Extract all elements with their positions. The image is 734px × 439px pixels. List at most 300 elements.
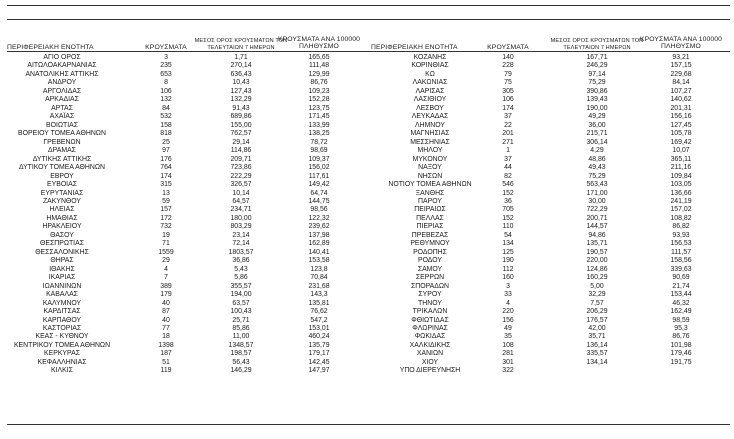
per100k-value: 460,24 [308,333,330,341]
table-row [371,350,730,358]
region-name: ΙΩΑΝΝΙΝΩΝ [42,282,82,290]
case-count: 281 [502,350,514,358]
avg7-value: 11,00 [232,333,250,341]
table-row [7,367,365,375]
header-region: ΠΕΡΙΦΕΡΕΙΑΚΗ ΕΝΟΤΗΤΑ [7,44,94,51]
avg7-value: 1348,57 [228,341,254,349]
case-count: 546 [502,181,514,189]
per100k-value: 98,69 [310,147,328,155]
table-row [371,308,730,316]
covid-cases-table [7,5,730,435]
case-count: 532 [160,113,172,121]
case-count: 1398 [158,341,174,349]
case-count: 705 [502,206,514,214]
avg7-value: 56,43 [232,358,250,366]
case-count: 97 [162,147,170,155]
table-row [7,206,365,214]
avg7-value: 5,00 [590,282,604,290]
case-count: 59 [162,197,170,205]
region-name: ΧΑΝΙΩΝ [416,350,444,358]
region-name: ΘΕΣΣΑΛΟΝΙΚΗΣ [35,248,89,256]
case-count: 77 [162,325,170,332]
per100k-value: 86,76 [672,333,690,341]
table-row [7,317,365,325]
region-name: ΑΝΑΤΟΛΙΚΗΣ ΑΤΤΙΚΗΣ [25,70,99,78]
region-name: ΔΡΑΜΑΣ [48,147,76,155]
case-count: 818 [160,130,172,138]
case-count: 37 [504,155,512,163]
region-name: ΧΑΛΚΙΔΙΚΗΣ [409,341,451,349]
table-row [7,156,365,164]
per100k-value: 156,53 [670,240,692,248]
avg7-value: 176,57 [586,316,608,324]
case-count: 87 [162,308,170,316]
region-name: ΗΛΕΙΑΣ [49,206,75,214]
avg7-value: 190,57 [586,248,608,256]
case-count: 84 [162,104,170,112]
table-row [371,181,730,189]
per100k-value: 109,23 [308,87,330,95]
region-name: ΚΟΡΙΝΘΙΑΣ [411,62,449,70]
region-name: ΚΟΖΑΝΗΣ [413,54,447,61]
avg7-value: 4,29 [590,147,604,155]
per100k-value: 21,74 [672,282,690,290]
region-name: ΜΕΣΣΗΝΙΑΣ [410,138,450,146]
per100k-value: 123,8 [310,265,328,273]
header-cases: ΚΡΟΥΣΜΑΤΑ [145,44,187,51]
table-row [371,333,730,341]
per100k-value: 122,32 [308,214,330,222]
avg7-value: 75,29 [588,172,606,180]
table-row [7,54,365,62]
table-row [371,198,730,206]
avg7-value: 132,29 [230,96,252,104]
case-count: 732 [160,223,172,231]
per100k-value: 179,46 [670,350,692,358]
per100k-value: 144,75 [308,197,330,205]
avg7-value: 127,43 [230,87,252,95]
avg7-value: 23,14 [232,231,250,239]
per100k-value: 142,45 [308,358,330,366]
case-count: 22 [504,121,512,129]
table-row [371,54,730,62]
region-name: ΑΡΚΑΔΙΑΣ [45,96,79,104]
region-name: ΤΡΙΚΑΛΩΝ [412,308,448,316]
table-row [371,342,730,350]
region-name: ΚΕΦΑΛΛΗΝΙΑΣ [37,358,87,366]
table-row [7,71,365,79]
header-region: ΠΕΡΙΦΕΡΕΙΑΚΗ ΕΝΟΤΗΤΑ [371,44,458,51]
region-name: ΣΠΟΡΑΔΩΝ [410,282,449,290]
per100k-value: 136,66 [670,189,692,197]
avg7-value: 209,71 [230,155,252,163]
case-count: 140 [502,54,514,61]
avg7-value: 85,86 [232,325,250,332]
case-count: 201 [502,130,514,138]
region-name: ΕΥΡΥΤΑΝΙΑΣ [40,189,84,197]
region-name: ΕΒΡΟΥ [50,172,74,180]
avg7-value: 30,00 [588,197,606,205]
table-row [371,249,730,257]
region-name: ΖΑΚΥΝΘΟΥ [42,197,82,205]
case-count: 54 [504,231,512,239]
per100k-value: 137,98 [308,231,330,239]
avg7-value: 63,57 [232,299,250,307]
case-count: 160 [502,274,514,282]
region-name: ΠΑΡΟΥ [418,197,442,205]
case-count: 156 [502,316,514,324]
region-name: ΡΟΔΟΥ [417,257,442,265]
case-count: 108 [502,341,514,349]
per100k-value: 149,42 [308,181,330,189]
per100k-value: 105,78 [670,130,692,138]
per100k-value: 156,02 [308,164,330,172]
per100k-value: 95,3 [674,325,688,332]
region-name: ΚΕΡΚΥΡΑΣ [44,350,80,358]
per100k-value: 156,16 [670,113,692,121]
case-count: 8 [164,79,168,87]
case-count: 36 [504,197,512,205]
per100k-value: 241,19 [670,197,692,205]
region-name: ΣΑΜΟΥ [417,265,443,273]
per100k-value: 162,49 [670,308,692,316]
per100k-value: 123,75 [308,104,330,112]
region-name: ΗΡΑΚΛΕΙΟΥ [42,223,82,231]
per100k-value: 93,93 [672,231,690,239]
case-count: 106 [502,96,514,104]
region-name: ΞΑΝΘΗΣ [415,189,445,197]
avg7-value: 75,29 [588,79,606,87]
case-count: 106 [160,87,172,95]
region-name: ΥΠΟ ΔΙΕΡΕΥΝΗΣΗ [399,367,461,375]
table-row [371,156,730,164]
per100k-value: 98,56 [310,206,328,214]
per100k-value: 129,99 [308,70,330,78]
region-name: ΑΡΤΑΣ [51,104,73,112]
avg7-value: 180,00 [230,214,252,222]
case-count: 18 [162,333,170,341]
table-row [371,266,730,274]
case-count: 13 [162,189,170,197]
region-name: ΦΩΚΙΔΑΣ [414,333,446,341]
case-count: 35 [504,333,512,341]
header-avg7: ΜΕΣΟΣ ΟΡΟΣ ΚΡΟΥΣΜΑΤΩΝ ΤΟΝ ΤΕΛΕΥΤΑΙΩΝ 7 ΗΜΕΡΩΝ [550,38,644,51]
avg7-value: 803,29 [230,223,252,231]
table-row [371,325,730,333]
region-name: ΚΕΝΤΡΙΚΟΥ ΤΟΜΕΑ ΑΘΗΝΩΝ [13,341,111,349]
table-row [7,308,365,316]
table-row [371,79,730,87]
avg7-value: 215,71 [586,130,608,138]
table-row [7,190,365,198]
avg7-value: 722,29 [586,206,608,214]
per100k-value: 101,98 [670,341,692,349]
avg7-value: 134,14 [586,358,608,366]
case-count: 1 [506,147,510,155]
avg7-value: 25,71 [232,316,250,324]
table-row [7,88,365,96]
avg7-value: 206,29 [586,308,608,316]
table-row [7,79,365,87]
table-row [7,350,365,358]
per100k-value: 201,31 [670,104,692,112]
case-count: 125 [502,248,514,256]
region-name: ΦΘΙΩΤΙΔΑΣ [411,316,449,324]
case-count: 119 [160,367,172,375]
avg7-value: 48,86 [588,155,606,163]
case-count: 157 [160,206,172,214]
case-count: 228 [502,62,514,70]
table-row [371,232,730,240]
per100k-value: 162,89 [308,240,330,248]
case-count: 33 [504,291,512,299]
case-count: 176 [160,155,172,163]
region-name: ΔΥΤΙΚΗΣ ΑΤΤΙΚΗΣ [32,155,92,163]
avg7-value: 64,57 [232,197,250,205]
per100k-value: 78,72 [310,138,328,146]
per100k-value: 179,17 [308,350,330,358]
left-rows [7,54,365,376]
table-row [7,240,365,248]
per100k-value: 111,57 [670,248,692,256]
region-name: ΠΡΕΒΕΖΑΣ [411,231,449,239]
table-row [371,139,730,147]
avg7-value: 135,71 [586,240,608,248]
table-row [7,147,365,155]
avg7-value: 723,86 [230,164,252,172]
avg7-value: 136,14 [586,341,608,349]
region-name: ΣΥΡΟΥ [418,291,442,299]
avg7-value: 326,57 [230,181,252,189]
region-name: ΚΑΡΠΑΘΟΥ [42,316,82,324]
case-count: 110 [502,223,514,231]
table-row [7,359,365,367]
avg7-value: 72,14 [232,240,250,248]
per100k-value: 153,58 [308,257,330,265]
table-row [7,96,365,104]
table-row [371,190,730,198]
bottom-border [7,424,730,425]
per100k-value: 231,68 [308,282,330,290]
avg7-value: 246,29 [586,62,608,70]
table-row [371,240,730,248]
region-name: ΜΗΛΟΥ [417,147,443,155]
table-row [7,139,365,147]
per100k-value: 140,41 [308,248,330,256]
case-count: 4 [164,265,168,273]
avg7-value: 49,43 [588,164,606,172]
region-name: ΛΑΣΙΘΙΟΥ [413,96,447,104]
avg7-value: 1,71 [234,54,248,61]
avg7-value: 200,71 [586,214,608,222]
table-row [371,96,730,104]
case-count: 301 [502,358,514,366]
per100k-value: 169,42 [670,138,692,146]
table-row [7,325,365,333]
table-row [371,88,730,96]
avg7-value: 689,86 [230,113,252,121]
avg7-value: 234,71 [230,206,252,214]
table-row [371,367,730,375]
table-row [371,257,730,265]
per100k-value: 138,25 [308,130,330,138]
avg7-value: 335,57 [586,350,608,358]
region-name: ΘΗΡΑΣ [50,257,74,265]
region-name: ΚΑΛΥΜΝΟΥ [42,299,82,307]
avg7-value: 10,14 [232,189,250,197]
region-name: ΚΑΣΤΟΡΙΑΣ [42,325,82,332]
avg7-value: 36,00 [588,121,606,129]
region-name: ΠΕΛΛΑΣ [416,214,444,222]
avg7-value: 32,29 [588,291,606,299]
table-row [7,181,365,189]
case-count: 7 [164,274,168,282]
case-count: 3 [164,54,168,61]
per100k-value: 107,27 [670,87,692,95]
avg7-value: 198,57 [230,350,252,358]
per100k-value: 117,61 [308,172,330,180]
case-count: 40 [162,299,170,307]
avg7-value: 220,00 [586,257,608,265]
region-name: ΙΚΑΡΙΑΣ [48,274,76,282]
table-row [7,113,365,121]
avg7-value: 139,43 [586,96,608,104]
avg7-value: 171,00 [586,189,608,197]
avg7-value: 7,57 [590,299,604,307]
table-row [371,291,730,299]
avg7-value: 563,43 [586,181,608,189]
per100k-value: 171,45 [308,113,330,121]
region-name: ΛΕΣΒΟΥ [416,104,444,112]
per100k-value: 93,21 [672,54,690,61]
per100k-value: 152,28 [308,96,330,104]
avg7-value: 100,43 [230,308,252,316]
table-row [7,130,365,138]
avg7-value: 270,14 [230,62,252,70]
case-count: 132 [160,96,172,104]
case-count: 190 [502,257,514,265]
case-count: 79 [504,70,512,78]
case-count: 158 [160,121,172,129]
region-name: ΘΕΣΠΡΩΤΙΑΣ [40,240,84,248]
case-count: 4 [506,299,510,307]
case-count: 112 [502,265,514,273]
avg7-value: 146,29 [230,367,252,375]
table-row [7,300,365,308]
case-count: 40 [162,316,170,324]
region-name: ΚΩ [425,70,435,78]
per100k-value: 98,59 [672,316,690,324]
region-name: ΡΟΔΟΠΗΣ [413,248,447,256]
case-count: 49 [504,325,512,332]
avg7-value: 49,29 [588,113,606,121]
region-name: ΠΕΙΡΑΙΩΣ [414,206,446,214]
region-name: ΛΗΜΝΟΥ [414,121,446,129]
table-row [7,105,365,113]
avg7-value: 124,86 [586,265,608,273]
table-row [371,283,730,291]
per100k-value: 86,82 [672,223,690,231]
case-count: 3 [506,282,510,290]
table-row [7,173,365,181]
table-row [371,71,730,79]
avg7-value: 29,14 [232,138,250,146]
per100k-value: 10,07 [672,147,690,155]
avg7-value: 390,86 [586,87,608,95]
case-count: 25 [162,138,170,146]
region-name: ΒΟΙΩΤΙΑΣ [45,121,78,129]
per100k-value: 46,32 [672,299,690,307]
per100k-value: 108,82 [670,214,692,222]
per100k-value: 191,75 [670,358,692,366]
avg7-value: 155,00 [230,121,252,129]
case-count: 75 [504,79,512,87]
per100k-value: 140,62 [670,96,692,104]
per100k-value: 70,84 [310,274,328,282]
avg7-value: 1803,57 [228,248,254,256]
per100k-value: 133,99 [308,121,330,129]
region-name: ΒΟΡΕΙΟΥ ΤΟΜΕΑ ΑΘΗΝΩΝ [18,130,106,138]
header-per100k: ΚΡΟΥΣΜΑΤΑ ΑΝΑ 100000 ΠΛΗΘΥΣΜΟ [639,35,723,51]
per100k-value: 547,2 [310,316,328,324]
region-name: ΧΙΟΥ [421,358,439,366]
avg7-value: 36,86 [232,257,250,265]
table-row [371,113,730,121]
avg7-value: 167,71 [586,54,608,61]
table-row [7,232,365,240]
avg7-value: 160,29 [586,274,608,282]
table-row [7,215,365,223]
avg7-value: 10,43 [232,79,250,87]
region-name: ΗΜΑΘΙΑΣ [46,214,78,222]
column-header-border [7,51,730,52]
region-name: ΑΧΑΪΑΣ [49,113,75,121]
avg7-value: 114,86 [230,147,252,155]
region-name: ΡΕΘΥΜΝΟΥ [410,240,450,248]
avg7-value: 5,86 [234,274,248,282]
per100k-value: 158,56 [670,257,692,265]
region-name: ΚΙΛΚΙΣ [51,367,73,375]
avg7-value: 42,00 [588,325,606,332]
per100k-value: 339,63 [670,265,692,273]
avg7-value: 636,43 [230,70,252,78]
table-row [371,173,730,181]
table-row [7,198,365,206]
case-count: 315 [160,181,172,189]
table-row [7,266,365,274]
table-row [371,300,730,308]
per100k-value: 127,45 [670,121,692,129]
header-border [7,19,730,20]
per100k-value: 135,79 [308,341,330,349]
table-row [371,274,730,282]
case-count: 71 [162,240,170,248]
avg7-value: 762,57 [230,130,252,138]
case-count: 82 [504,172,512,180]
region-name: ΙΘΑΚΗΣ [49,265,75,273]
case-count: 322 [502,367,514,375]
table-row [7,333,365,341]
table-row [7,164,365,172]
region-name: ΜΑΓΝΗΣΙΑΣ [410,130,450,138]
table-row [371,147,730,155]
avg7-value: 190,00 [586,104,608,112]
header-avg7: ΜΕΣΟΣ ΟΡΟΣ ΚΡΟΥΣΜΑΤΩΝ ΤΟΝ ΤΕΛΕΥΤΑΙΩΝ 7 ΗΜΕΡΩΝ [194,38,288,51]
region-name: ΝΟΤΙΟΥ ΤΟΜΕΑ ΑΘΗΝΩΝ [388,181,472,189]
case-count: 44 [504,164,512,172]
case-count: 152 [502,189,514,197]
case-count: 764 [160,164,172,172]
